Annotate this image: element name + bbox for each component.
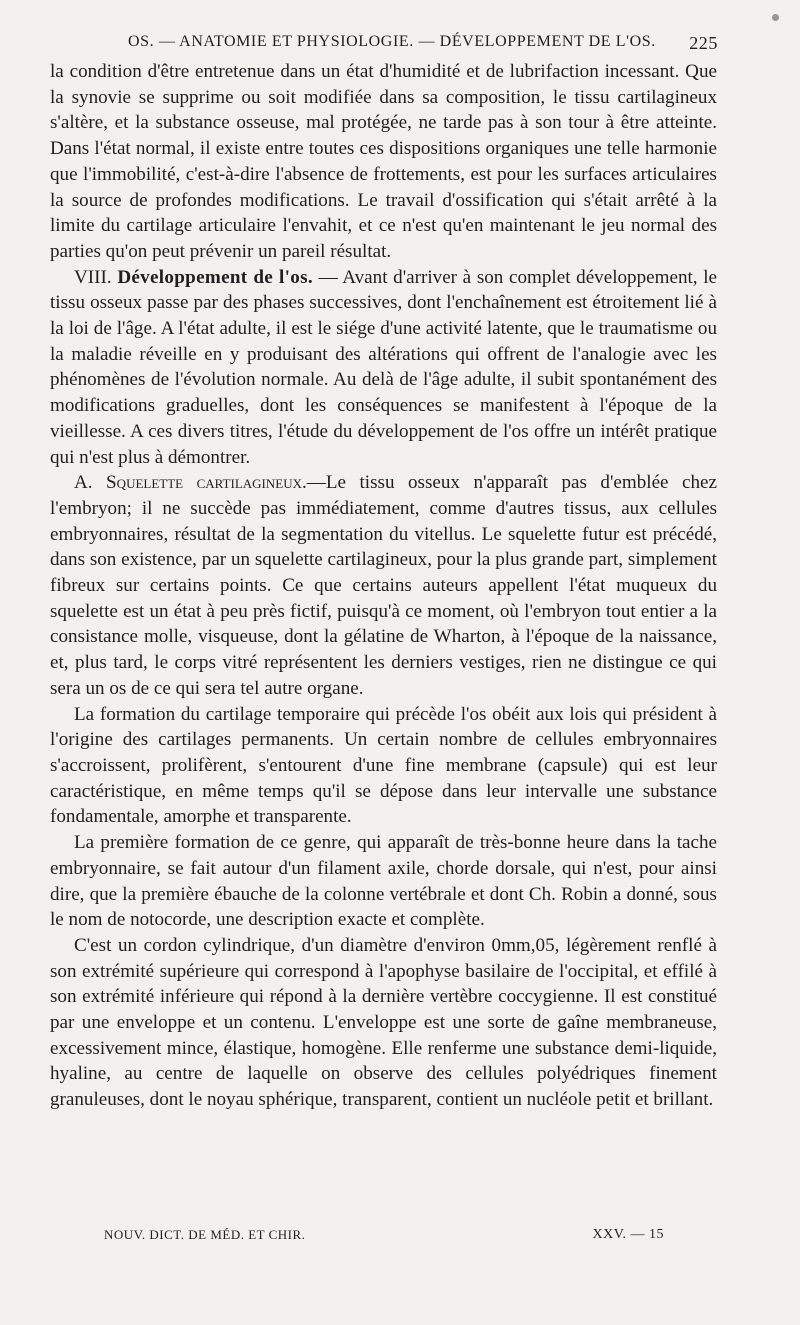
paragraph-4: La formation du cartilage temporaire qui précède l'os obéit aux lois qui président à l'origine des cartilages permanents. Un certain nombre de cellules embryonnaires s'accroissent, prolifèrent, s'entourent d'une fine membrane (capsule) qui est leur caractéristique, en même temps qu'il se dépose dans leur intervalle une substance fondamentale, amorphe et transparente.	[50, 703, 717, 828]
scan-mark	[772, 14, 779, 21]
running-header	[128, 33, 718, 55]
section-title: Développement de l'os.	[117, 266, 313, 288]
section-number: VIII.	[74, 266, 112, 288]
footer-publication: NOUV. DICT. DE MÉD. ET CHIR.	[104, 1227, 306, 1242]
page-number: 225	[689, 33, 718, 53]
paragraph-6: C'est un cordon cylindrique, d'un diamètre d'environ 0mm,05, légèrement renflé à son extrémité supérieure qui correspond à l'apophyse basilaire de l'occipital, et effilé à son extrémité inférieure qui répond à la dernière vertèbre coccygienne. Il est constitué par une enveloppe et un contenu. L'enveloppe est une sorte de gaîne membraneuse, excessivement mince, élastique, homogène. Elle renferme une substance demi-liquide, hyaline, au centre de laquelle on observe des cellules polyédriques finement granuleuses, dont le noyau sphérique, transparent, contient un nucléole petit et brillant.	[50, 934, 717, 1111]
paragraph-3-text: —Le tissu osseux n'apparaît pas d'emblée chez l'embryon; il ne succède pas immédiatement, comme d'autres tissus, aux cellules embryonnaires, résultat de la segmentation du vitellus. Le squelette futur est précédé, dans son existence, par un squelette cartilagineux, pour la plus grande part, simplement fibreux sur certains points. Ce que certains auteurs appellent l'état muqueux du squelette est un état à peu près fictif, puisqu'à ce moment, où l'embryon tout entier a la consistance molle, visqueuse, dont la gélatine de Wharton, à l'époque de la naissance, et, plus tard, le corps vitré représentent les derniers vestiges, rien ne distingue ce qui sera un os de ce qui sera tel autre organe.	[50, 472, 717, 699]
paragraph-3	[50, 470, 717, 701]
paragraph-1: la condition d'être entretenue dans un état d'humidité et de lubrifaction incessant. Que la synovie se supprime ou soit modifiée dans sa composition, le tissu cartilagineux s'altère, et la substance osseuse, mal protégée, ne tarde pas à son tour à être atteinte. Dans l'état normal, il existe entre toutes ces dispositions organiques une telle harmonie que l'immobilité, c'est-à-dire l'absence de frottements, est pour les surfaces articulaires la source de profondes modifications. Le travail d'ossification qui s'était arrêté à la limite du cartilage articulaire l'envahit, et ce n'est qu'en maintenant le jeu normal des parties qu'on peut prévenir un pareil résultat.	[50, 61, 717, 262]
header-title: OS. — ANATOMIE ET PHYSIOLOGIE. — DÉVELOPPEMENT DE L'OS.	[128, 33, 656, 50]
paragraph-5: La première formation de ce genre, qui apparaît de très-bonne heure dans la tache embryonnaire, se fait autour d'un filament axile, chorde dorsale, qui n'est, pour ainsi dire, que la première ébauche de la colonne vertébrale et dont Ch. Robin a donné, sous le nom de notocorde, une description exacte et complète.	[50, 832, 717, 931]
main-text	[50, 59, 717, 1113]
subsection-title: A. Squelette cartilagineux.	[74, 472, 307, 494]
paragraph-2	[50, 265, 717, 471]
footer-signature: XXV. — 15	[592, 1227, 664, 1242]
paragraph-2-text: — Avant d'arriver à son complet développement, le tissu osseux passe par des phases successives, dont l'enchaînement est étroitement lié à la loi de l'âge. A l'état adulte, il est le siége d'une activité latente, que le traumatisme ou la maladie réveille en y produisant des altérations qui offrent de l'analogie avec les phénomènes de l'évolution normale. Au delà de l'âge adulte, il subit spontanément des modifications graduelles, dont les conséquences se manifestent à l'époque de la vieillesse. A ces divers titres, l'étude du développement de l'os offre un intérêt pratique qui n'est plus à démontrer.	[50, 266, 718, 468]
page-footer	[104, 1227, 664, 1247]
